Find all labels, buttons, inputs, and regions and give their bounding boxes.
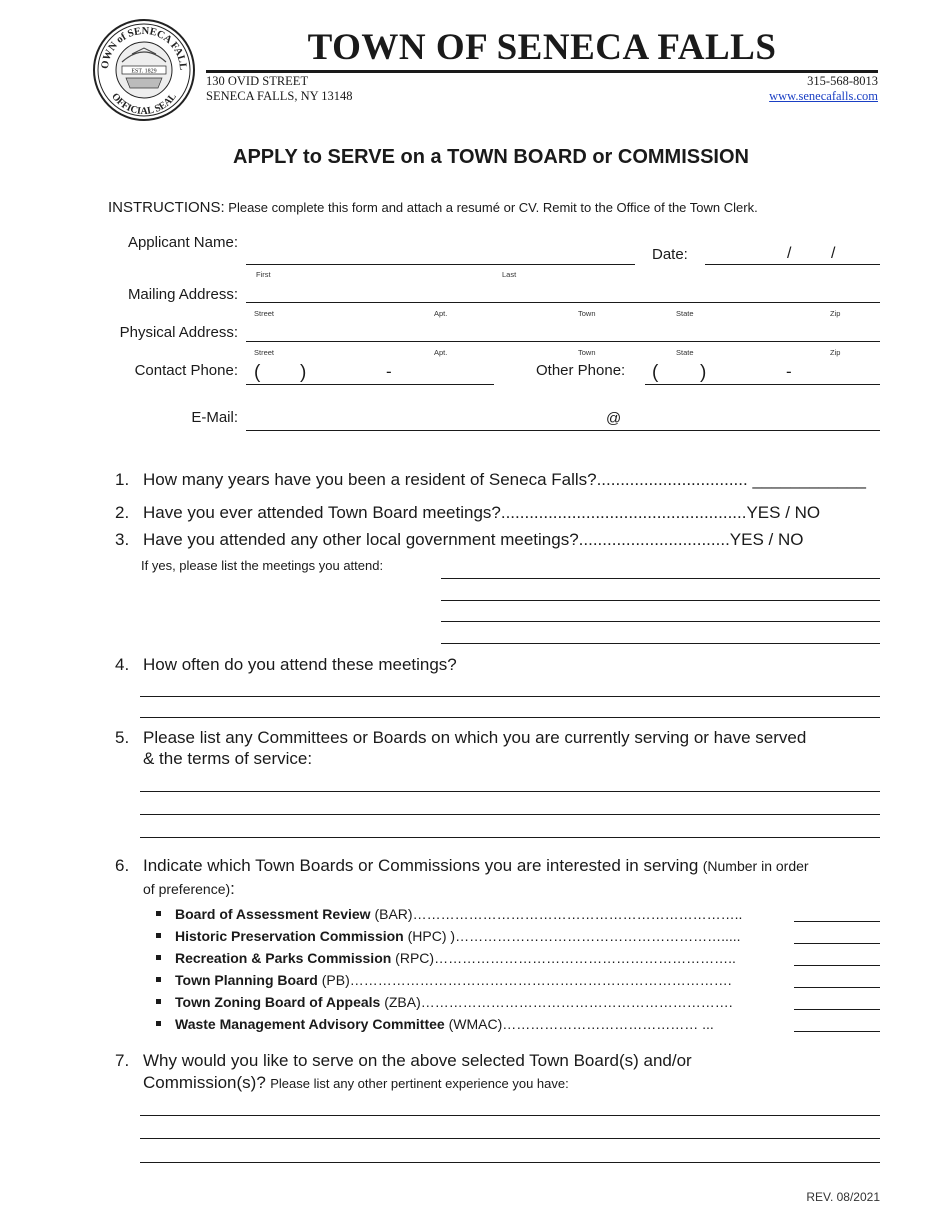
q7-question-end: Commission(s)? (143, 1073, 266, 1092)
other-phone-label: Other Phone: (536, 362, 626, 379)
q6-text (143, 856, 809, 876)
revision-label: REV. 08/2021 (806, 1190, 880, 1204)
q2-number: 2. (115, 503, 130, 522)
board-dots: ………………………………………………………………………. (349, 972, 732, 988)
physical-address-field[interactable] (246, 341, 880, 342)
board-rank-field-zba[interactable] (794, 1009, 880, 1010)
q5-text-line-1: Please list any Committees or Boards on which you are currently serving or have served (143, 728, 807, 747)
town-website-link[interactable]: www.senecafalls.com (769, 89, 878, 103)
q1-number: 1. (115, 470, 130, 489)
q6-question: Indicate which Town Boards or Commissions you are interested in serving (143, 856, 699, 875)
physical-sub-town: Town (578, 348, 596, 357)
form-title: APPLY to SERVE on a TOWN BOARD or COMMISSION (233, 146, 749, 168)
physical-address-label: Physical Address: (119, 324, 238, 341)
physical-sub-zip: Zip (830, 348, 841, 357)
q7-text-line-1: Why would you like to serve on the above selected Town Board(s) and/or (143, 1051, 692, 1070)
board-abbr: (ZBA) (380, 994, 421, 1010)
physical-sub-state: State (676, 348, 694, 357)
board-option[interactable] (156, 972, 732, 988)
q4-text: How often do you attend these meetings? (143, 655, 457, 674)
city-address: SENECA FALLS, NY 13148 (206, 89, 353, 103)
contact-phone-field[interactable] (246, 384, 494, 385)
q4-answer-line-2[interactable] (140, 717, 880, 718)
board-name: Town Zoning Board of Appeals (175, 994, 381, 1010)
instructions-label: INSTRUCTIONS: (108, 199, 225, 216)
bullet-square-icon (156, 955, 161, 960)
q6-colon: : (230, 879, 235, 898)
q3-subtext: If yes, please list the meetings you attend: (141, 558, 384, 573)
name-sub-first: First (256, 270, 271, 279)
street-address: 130 OVID STREET (206, 74, 309, 88)
q7-answer-line-3[interactable] (140, 1162, 880, 1163)
board-rank-field-bar[interactable] (794, 921, 880, 922)
q6-note-1: (Number in order (702, 858, 809, 874)
bullet-square-icon (156, 933, 161, 938)
q7-text-line-2 (143, 1073, 569, 1093)
board-rank-field-pb[interactable] (794, 987, 880, 988)
board-rank-field-wmac[interactable] (794, 1031, 880, 1032)
q3-text: Have you attended any other local government meetings?................................YES / NO (143, 530, 804, 549)
board-abbr: (RPC) (391, 950, 435, 966)
contact-phone-dash: - (386, 362, 392, 381)
date-field[interactable] (705, 264, 880, 265)
board-rank-field-rpc[interactable] (794, 965, 880, 966)
instructions (108, 199, 758, 217)
q2-text: Have you ever attended Town Board meetings?....................................................YES / NO (143, 503, 821, 522)
mailing-sub-apt: Apt. (434, 309, 448, 318)
q4-answer-line-1[interactable] (140, 696, 880, 697)
applicant-name-field[interactable] (246, 264, 635, 265)
board-option[interactable] (156, 1016, 714, 1032)
board-option[interactable] (156, 906, 742, 922)
other-phone-dash: - (786, 362, 792, 381)
town-name: TOWN OF SENECA FALLS (307, 27, 777, 68)
q5-number: 5. (115, 728, 130, 747)
applicant-name-label: Applicant Name: (127, 234, 238, 251)
contact-phone-open-paren: ( (254, 362, 261, 383)
bullet-square-icon (156, 999, 161, 1004)
board-option[interactable] (156, 928, 741, 944)
mailing-address-label: Mailing Address: (127, 286, 238, 303)
q5-answer-line-3[interactable] (140, 837, 880, 838)
board-dots: …………………………………………………………….. (412, 906, 743, 922)
svg-text:OFFICIAL SEAL: OFFICIAL SEAL (109, 91, 179, 118)
board-name: Waste Management Advisory Committee (175, 1016, 445, 1032)
date-slash-1: / (787, 245, 792, 262)
board-name: Board of Assessment Review (175, 906, 371, 922)
q3-answer-line-3[interactable] (441, 621, 880, 622)
board-abbr: (PB) (317, 972, 350, 988)
q6-number: 6. (115, 856, 130, 875)
svg-text:TOWN of SENECA FALLS: OWN of SENECA FALL (99, 25, 189, 71)
bullet-square-icon (156, 977, 161, 982)
email-label: E-Mail: (191, 409, 238, 426)
date-slash-2: / (831, 245, 836, 262)
q6-note-2: of preference) (143, 881, 231, 897)
mailing-sub-zip: Zip (830, 309, 841, 318)
q3-answer-line-4[interactable] (441, 643, 880, 644)
board-name: Recreation & Parks Commission (175, 950, 392, 966)
board-abbr: (WMAC) (444, 1016, 503, 1032)
bullet-square-icon (156, 1021, 161, 1026)
email-at-sign: @ (606, 410, 622, 427)
date-label: Date: (652, 246, 688, 263)
other-phone-field[interactable] (645, 384, 880, 385)
board-dots: …………………………………………………………. (420, 994, 733, 1010)
q3-answer-line-1[interactable] (441, 578, 880, 579)
other-phone-open-paren: ( (652, 362, 659, 383)
town-seal (92, 18, 196, 122)
q7-answer-line-1[interactable] (140, 1115, 880, 1116)
q3-answer-line-2[interactable] (441, 600, 880, 601)
board-abbr: (HPC) ) (403, 928, 456, 944)
board-abbr: (BAR) (370, 906, 413, 922)
q6-text-line-2 (143, 879, 235, 899)
board-dots: ……………………………………………………….. (434, 950, 736, 966)
mailing-sub-town: Town (578, 309, 596, 318)
town-phone: 315-568-8013 (807, 74, 878, 88)
q3-number: 3. (115, 530, 130, 549)
board-dots: …………………………………… ... (502, 1016, 714, 1032)
q4-number: 4. (115, 655, 130, 674)
contact-phone-close-paren: ) (300, 362, 307, 383)
mailing-address-field[interactable] (246, 302, 880, 303)
physical-sub-apt: Apt. (434, 348, 448, 357)
board-option[interactable] (156, 994, 733, 1010)
board-rank-field-hpc[interactable] (794, 943, 880, 944)
bullet-square-icon (156, 911, 161, 916)
svg-text:EST. 1829: EST. 1829 (131, 68, 157, 75)
board-name: Town Planning Board (175, 972, 318, 988)
q5-text-line-2: & the terms of service: (143, 749, 313, 768)
board-option[interactable] (156, 950, 736, 966)
q5-answer-line-2[interactable] (140, 814, 880, 815)
email-field[interactable] (246, 430, 880, 431)
other-phone-close-paren: ) (700, 362, 707, 383)
physical-sub-street: Street (254, 348, 275, 357)
q7-note: Please list any other pertinent experience you have: (270, 1076, 569, 1091)
contact-phone-label: Contact Phone: (134, 362, 238, 379)
q7-number: 7. (115, 1051, 130, 1070)
q5-answer-line-1[interactable] (140, 791, 880, 792)
board-name: Historic Preservation Commission (175, 928, 404, 944)
header-rule (206, 70, 878, 73)
q1-text: How many years have you been a resident of Seneca Falls?................................ ____________ (143, 470, 866, 489)
board-dots: …………………………………………………..... (455, 928, 741, 944)
name-sub-last: Last (502, 270, 517, 279)
q7-answer-line-2[interactable] (140, 1138, 880, 1139)
mailing-sub-street: Street (254, 309, 275, 318)
mailing-sub-state: State (676, 309, 694, 318)
instructions-text: Please complete this form and attach a resumé or CV. Remit to the Office of the Town Clerk. (224, 200, 758, 215)
